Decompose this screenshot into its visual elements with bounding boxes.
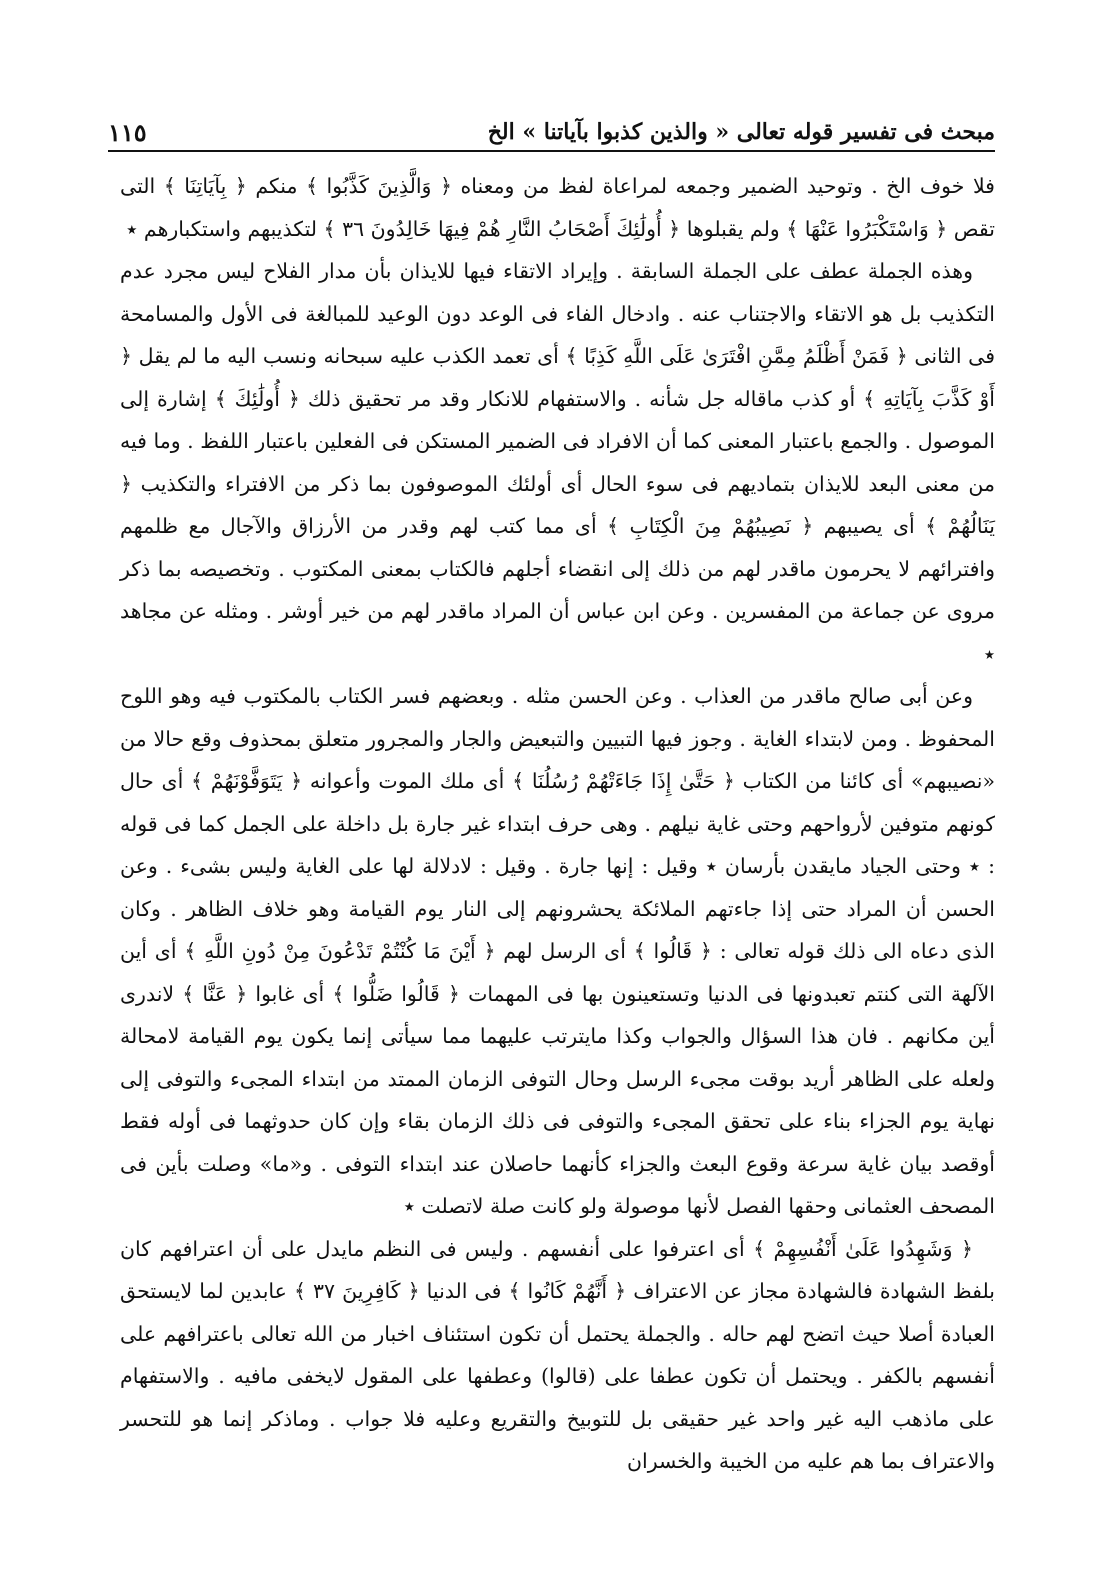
page-header — [108, 112, 995, 152]
paragraph: ﴿ وَشَهِدُوا عَلَىٰ أَنْفُسِهِمْ ﴾ أى اعترفوا على أنفسهم . وليس فى النظم مايدل على أن اعترافهم كان بلفظ الشهادة فالشهادة مجاز عن الاعتراف ﴿ أَنَّهُمْ كَانُوا ﴾ فى الدنيا ﴿ كَافِرِينَ ٣٧ ﴾ عابدين لما لايستحق العبادة أصلا حيث اتضح لهم حاله . والجملة يحتمل أن تكون استئناف اخبار من الله تعالى باعترافهم على أنفسهم بالكفر . ويحتمل أن تكون عطفا على (قالوا) وعطفها على المقول لايخفى مافيه . والاستفهام على ماذهب اليه غير واحد غير حقيقى بل للتوبيخ والتقريع وعليه فلا جواب . وماذكر إنما هو للتحسر والاعتراف بما هم عليه من الخيبة والخسران — [120, 1236, 995, 1473]
running-title: مبحث فى تفسير قوله تعالى « والذين كذبوا بآياتنا » الخ — [487, 119, 995, 145]
paragraph: وهذه الجملة عطف على الجملة السابقة . وإيراد الاتقاء فيها للايذان بأن مدار الفلاح ليس مجرد عدم التكذيب بل هو الاتقاء والاجتناب عنه . وادخال الفاء فى الوعد دون الوعيد للمبالغة فى الأول والمسامحة فى الثانى ﴿ فَمَنْ أَظْلَمُ مِمَّنِ افْتَرَىٰ عَلَى اللَّهِ كَذِبًا ﴾ أى تعمد الكذب عليه سبحانه ونسب اليه ما لم يقل ﴿ أَوْ كَذَّبَ بِآيَاتِهِ ﴾ أو كذب ماقاله جل شأنه . والاستفهام للانكار وقد مر تحقيق ذلك ﴿ أُولَٰئِكَ ﴾ إشارة إلى الموصول . والجمع باعتبار المعنى كما أن الافراد فى الضمير المستكن فى الفعلين باعتبار اللفظ . وما فيه من معنى البعد للايذان بتماديهم فى سوء الحال أى أولئك الموصوفون بما ذكر من الافتراء والتكذيب ﴿ يَنَالُهُمْ ﴾ أى يصيبهم ﴿ نَصِيبُهُمْ مِنَ الْكِتَابِ ﴾ أى مما كتب لهم وقدر من الأرزاق والآجال مع ظلمهم وافترائهم لا يحرمون ماقدر لهم من ذلك إلى انقضاء أجلهم فالكتاب بمعنى المكتوب . وتخصيصه بما ذكر مروى عن جماعة من المفسرين . وعن ابن عباس أن المراد ماقدر لهم من خير أوشر . ومثله عن مجاهد ٭ — [120, 259, 995, 666]
page-number: ١١٥ — [108, 117, 147, 147]
paragraph: وعن أبى صالح ماقدر من العذاب . وعن الحسن مثله . وبعضهم فسر الكتاب بالمكتوب فيه وهو اللوح المحفوظ . ومن لابتداء الغاية . وجوز فيها التبيين والتبعيض والجار والمجرور متعلق بمحذوف وقع حالا من «نصيبهم» أى كائنا من الكتاب ﴿ حَتَّىٰ إِذَا جَاءَتْهُمْ رُسُلُنَا ﴾ أى ملك الموت وأعوانه ﴿ يَتَوَفَّوْنَهُمْ ﴾ أى حال كونهم متوفين لأرواحهم وحتى غاية نيلهم . وهى حرف ابتداء غير جارة بل داخلة على الجمل كما فى قوله : ٭ وحتى الجياد مايقدن بأرسان ٭ وقيل : إنها جارة . وقيل : لادلالة لها على الغاية وليس بشىء . وعن الحسن أن المراد حتى إذا جاءتهم الملائكة يحشرونهم إلى النار يوم القيامة وهو خلاف الظاهر . وكان الذى دعاه الى ذلك قوله تعالى : ﴿ قَالُوا ﴾ أى الرسل لهم ﴿ أَيْنَ مَا كُنْتُمْ تَدْعُونَ مِنْ دُونِ اللَّهِ ﴾ أى أين الآلهة التى كنتم تعبدونها فى الدنيا وتستعينون بها فى المهمات ﴿ قَالُوا ضَلُّوا ﴾ أى غابوا ﴿ عَنَّا ﴾ لاندرى أين مكانهم . فان هذا السؤال والجواب وكذا مايترتب عليهما مما سيأتى إنما يكون يوم القيامة لامحالة ولعله على الظاهر أريد بوقت مجىء الرسل وحال التوفى الزمان الممتد من ابتداء المجىء والتوفى إلى نهاية يوم الجزاء بناء على تحقق المجىء والتوفى فى ذلك الزمان بقاء وإن كان حدوثهما فى أوله فقط أوقصد بيان غاية سرعة وقوع البعث والجزاء كأنهما حاصلان عند ابتداء التوفى . و«ما» وصلت بأين فى المصحف العثمانى وحقها الفصل لأنها موصولة ولو كانت صلة لاتصلت ٭ — [120, 684, 995, 1218]
main-text — [120, 165, 995, 1483]
header-rule — [108, 150, 995, 152]
paragraph: فلا خوف الخ . وتوحيد الضمير وجمعه لمراعاة لفظ من ومعناه ﴿ وَالَّذِينَ كَذَّبُوا ﴾ منكم ﴿ بِآيَاتِنَا ﴾ التى تقص ﴿ وَاسْتَكْبَرُوا عَنْهَا ﴾ ولم يقبلوها ﴿ أُولَٰئِكَ أَصْحَابُ النَّارِ هُمْ فِيهَا خَالِدُونَ ٣٦ ﴾ لتكذيبهم واستكبارهم ٭ — [120, 174, 995, 241]
